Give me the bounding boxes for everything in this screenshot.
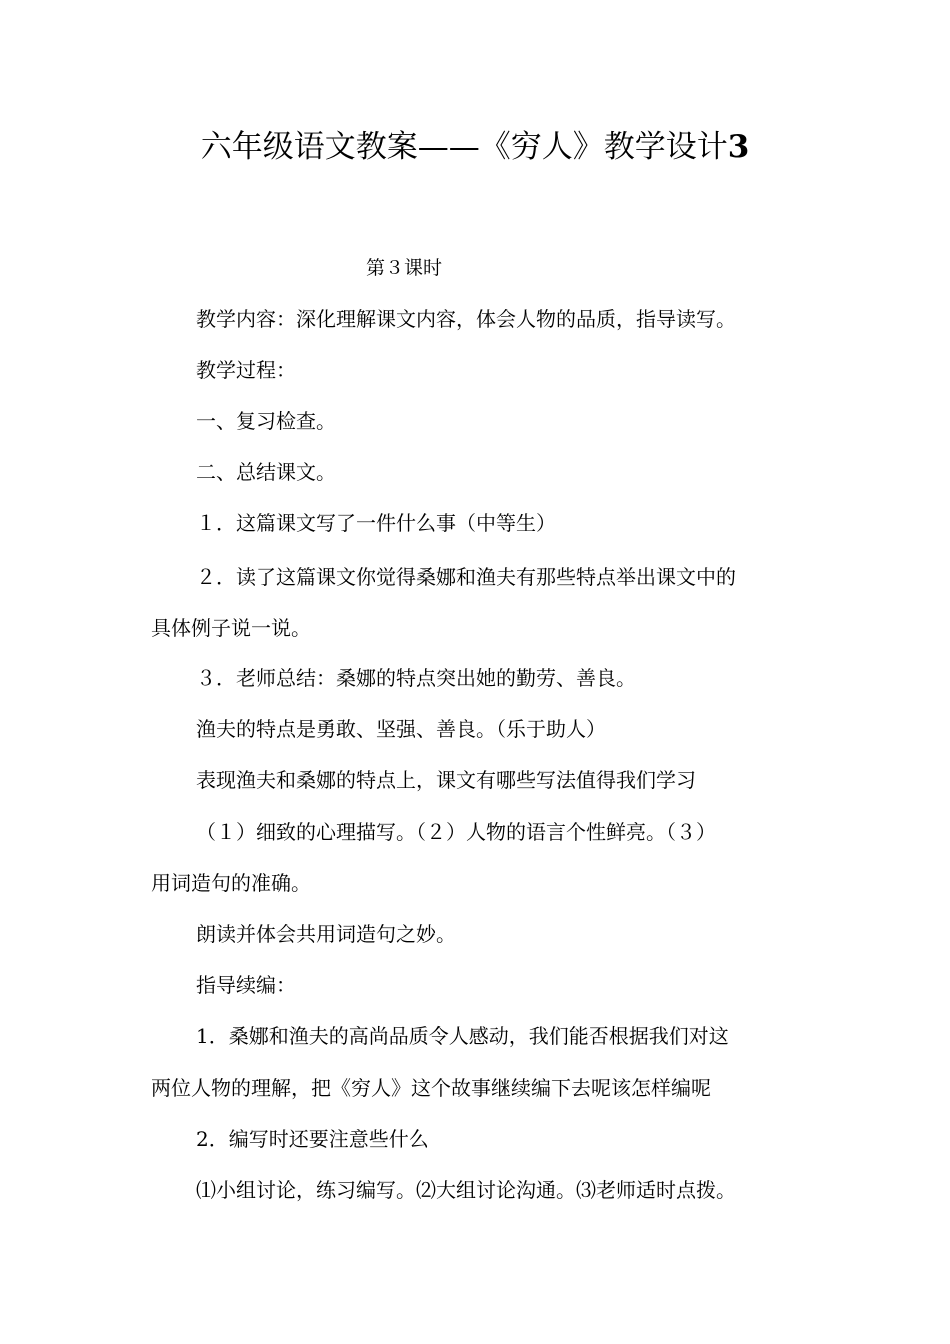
question-2-line-2: 具体例子说一说。 [151, 616, 311, 640]
guide-item-1-line-1: 1．桑娜和渔夫的高尚品质令人感动，我们能否根据我们对这 [196, 1024, 729, 1048]
question-2-line-1: ２．读了这篇课文你觉得桑娜和渔夫有那些特点举出课文中的 [196, 565, 736, 589]
question-3: ３．老师总结：桑娜的特点突出她的勤劳、善良。 [196, 666, 636, 690]
methods-line-2: 用词造句的准确。 [151, 871, 311, 895]
title-text: 六年级语文教案——《穷人》教学设计 [200, 129, 728, 165]
step-review: 一、复习检查。 [196, 409, 336, 433]
question-1: １．这篇课文写了一件什么事（中等生） [196, 511, 556, 535]
step-summary: 二、总结课文。 [196, 460, 336, 484]
teaching-process-heading: 教学过程： [196, 358, 296, 382]
writing-methods-question: 表现渔夫和桑娜的特点上，课文有哪些写法值得我们学习 [196, 768, 696, 792]
methods-line-1: （１）细致的心理描写。（２）人物的语言个性鲜亮。（３） [196, 820, 716, 844]
fisherman-traits: 渔夫的特点是勇敢、坚强、善良。（乐于助人） [196, 717, 606, 741]
teaching-content: 教学内容：深化理解课文内容，体会人物的品质，指导读写。 [196, 307, 736, 331]
read-aloud: 朗读并体会共用词造句之妙。 [196, 922, 456, 946]
document-title [0, 125, 950, 169]
guide-heading: 指导续编： [196, 973, 296, 997]
guide-item-2: 2．编写时还要注意些什么 [196, 1127, 429, 1151]
title-number: 3 [727, 129, 750, 165]
guide-item-3: ⑴小组讨论，练习编写。⑵大组讨论沟通。⑶老师适时点拨。 [196, 1178, 736, 1202]
guide-item-1-line-2: 两位人物的理解，把《穷人》这个故事继续编下去呢该怎样编呢 [151, 1076, 711, 1100]
lesson-label: 第３课时 [366, 257, 443, 279]
